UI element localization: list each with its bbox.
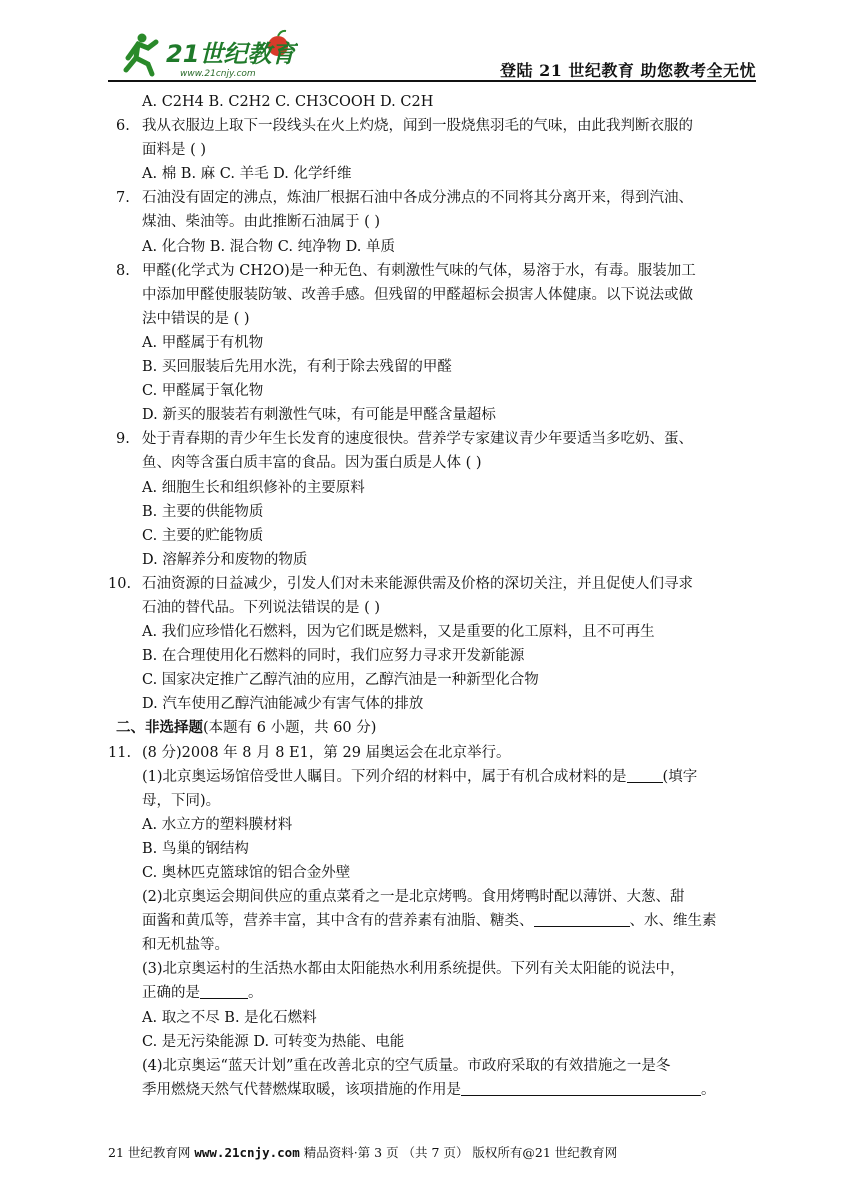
page-content xyxy=(108,90,756,1102)
option-a: A. 细胞生长和组织修补的主要原料 xyxy=(142,479,365,496)
question-11-part-1: (1)北京奥运场馆倍受世人瞩目。下列介绍的材料中，属于有机合成材料的是 (填字 xyxy=(142,768,698,785)
option-a: A. 我们应珍惜化石燃料，因为它们既是燃料，又是重要的化工原料，且不可再生 xyxy=(142,624,655,641)
option-a: A. 水立方的塑料膜材料 xyxy=(142,816,293,833)
footer-right: 精品资料·第 3 页 （共 7 页） 版权所有@21 世纪教育网 xyxy=(299,1145,618,1160)
question-10: 10. 石油资源的日益减少，引发人们对未来能源供需及价格的深切关注，并且促使人们寻求 xyxy=(108,575,693,592)
section-heading: 二、非选择题(本题有 6 小题，共 60 分) xyxy=(116,719,377,737)
question-6-cont: 面料是 ( ) xyxy=(142,142,207,159)
option-c: C. 甲醛属于氧化物 xyxy=(142,383,264,400)
option-c: C. 国家决定推广乙醇汽油的应用，乙醇汽油是一种新型化合物 xyxy=(142,672,539,689)
question-6: 6. 我从衣服边上取下一段线头在火上灼烧，闻到一股烧焦羽毛的气味，由此我判断衣服的 xyxy=(116,118,693,135)
question-9-cont: 鱼、肉等含蛋白质丰富的食品。因为蛋白质是人体 ( ) xyxy=(142,455,482,472)
runner-icon xyxy=(126,34,156,75)
question-11-part-1-cont: 母，下同)。 xyxy=(142,792,221,809)
question-11-part-4: (4)北京奥运“蓝天计划”重在改善北京的空气质量。市政府采取的有效措施之一是冬 xyxy=(142,1057,671,1074)
option-b: B. 在合理使用化石燃料的同时，我们应努力寻求开发新能源 xyxy=(142,648,525,665)
option-a: A. 甲醛属于有机物 xyxy=(142,334,264,351)
option-b: B. 鸟巢的钢结构 xyxy=(142,840,249,857)
option-b: B. 买回服装后先用水洗，有利于除去残留的甲醛 xyxy=(142,359,452,376)
question-8: 8. 甲醛(化学式为 CH2O)是一种无色、有刺激性气味的气体，易溶于水，有毒。服装加工 xyxy=(116,262,696,279)
option-d: D. 新买的服装若有刺激性气味，有可能是甲醛含量超标 xyxy=(142,407,496,424)
question-7: 7. 石油没有固定的沸点，炼油厂根据石油中各成分沸点的不同将其分离开来，得到汽油、 xyxy=(116,190,693,207)
page-footer xyxy=(108,1143,617,1161)
question-9: 9. 处于青春期的青少年生长发育的速度很快。营养学专家建议青少年要适当多吃奶、蛋、 xyxy=(116,431,693,448)
question-11-part-3-cont: 正确的是 。 xyxy=(142,985,263,1002)
answer-blank[interactable] xyxy=(461,1080,701,1096)
question-10-cont: 石油的替代品。下列说法错误的是 ( ) xyxy=(142,599,381,616)
option-b: B. 主要的供能物质 xyxy=(142,503,264,520)
question-11-part-2: (2)北京奥运会期间供应的重点菜肴之一是北京烤鸭。食用烤鸭时配以薄饼、大葱、甜 xyxy=(142,889,685,906)
option-c: C. 主要的贮能物质 xyxy=(142,527,264,544)
question-6-options: A. 棉 B. 麻 C. 羊毛 D. 化学纤维 xyxy=(142,166,352,183)
question-7-options: A. 化合物 B. 混合物 C. 纯净物 D. 单质 xyxy=(142,238,396,255)
option-d: D. 溶解养分和废物的物质 xyxy=(142,551,308,568)
logo-url: www.21cnjy.com xyxy=(180,69,256,79)
footer-left: 21 世纪教育网 xyxy=(108,1145,195,1160)
option-c: C. 奥林匹克篮球馆的铝合金外壁 xyxy=(142,865,351,881)
header-divider xyxy=(108,80,756,82)
question-7-cont: 煤油、柴油等。由此推断石油属于 ( ) xyxy=(142,214,381,231)
question-8-cont: 法中错误的是 ( ) xyxy=(142,310,250,327)
footer-site-link[interactable]: www.21cnjy.com xyxy=(194,1145,300,1160)
question-11-part-2-cont: 面酱和黄瓜等，营养丰富，其中含有的营养素有油脂、糖类、 、水、维生素 xyxy=(142,913,717,930)
option-row: C. 是无污染能源 D. 可转变为热能、电能 xyxy=(142,1033,405,1050)
header-slogan: 登陆 21 世纪教育 助您教考全无忧 xyxy=(500,61,756,80)
question-11-part-3: (3)北京奥运村的生活热水都由太阳能热水利用系统提供。下列有关太阳能的说法中， xyxy=(142,961,685,978)
question-11-part-4-cont: 季用燃烧天然气代替燃煤取暖，该项措施的作用是 。 xyxy=(142,1081,716,1098)
answer-blank[interactable] xyxy=(627,767,663,783)
question-5-options: A. C2H4 B. C2H2 C. CH3COOH D. C2H xyxy=(142,94,434,110)
answer-blank[interactable] xyxy=(200,983,248,999)
question-8-cont: 中添加甲醛使服装防皱、改善手感。但残留的甲醛超标会损害人体健康。以下说法或做 xyxy=(142,286,693,303)
logo xyxy=(108,28,298,80)
option-row: A. 取之不尽 B. 是化石燃料 xyxy=(142,1009,317,1026)
question-11: 11. (8 分)2008 年 8 月 8 E1，第 29 届奥运会在北京举行。 xyxy=(108,744,511,761)
option-d: D. 汽车使用乙醇汽油能减少有害气体的排放 xyxy=(142,696,424,713)
question-11-part-2-cont: 和无机盐等。 xyxy=(142,937,229,954)
answer-blank[interactable] xyxy=(534,911,630,927)
logo-text: 21世纪教育 xyxy=(166,40,296,68)
page-header xyxy=(108,28,756,80)
